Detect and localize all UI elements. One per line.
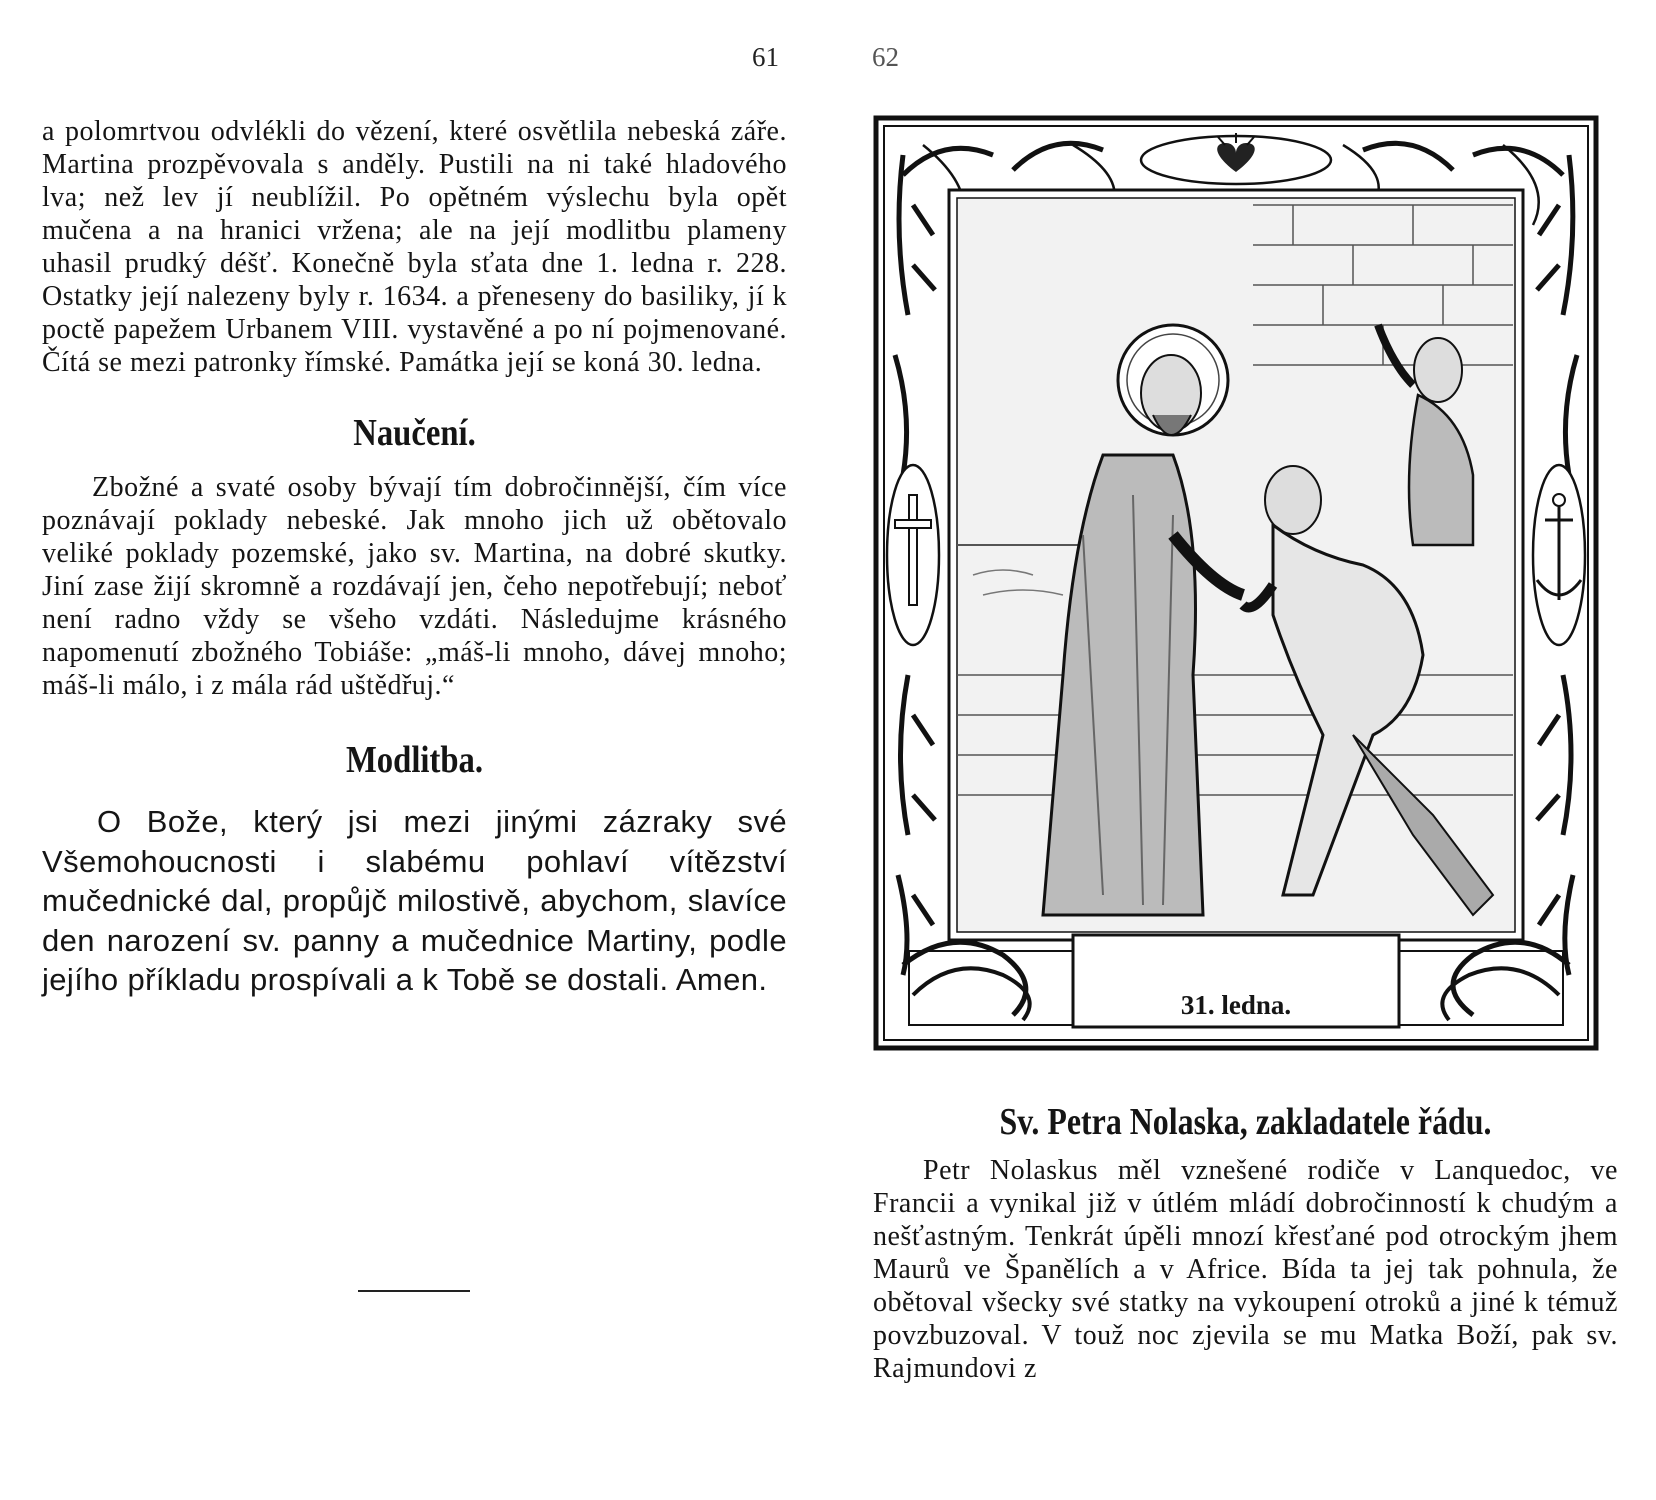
saint-illustration <box>873 115 1599 1052</box>
page-number-left: 61 <box>752 42 779 72</box>
teaching-paragraph: Zbožné a svaté osoby bývají tím dobročinnější, čím více poznávají poklady nebeské. Jak mnoho jich už obětovalo veliké poklady pozemské, jako sv. Martina, na dobré skutky. Jiní zase žijí skromně a rozdávají jen, čeho nepotřebují; neboť není radno vždy se všeho vzdáti. Následujme krásného napomenutí zbožného Tobiáše: „máš-li mnoho, dávej mnoho; máš-li málo, i z mála rád uštědřuj.“ <box>42 472 787 701</box>
left-page <box>42 115 787 1000</box>
prayer-paragraph: O Bože, který jsi mezi jinými zázraky své Všemohoucnosti i slabému pohlaví vítězství mučednické dal, propůjč milostivě, abychom, slavíce den narození sv. panny a mučednice Martiny, podle jejího příkladu prospívali a k Tobě se dostali. Amen. <box>42 804 787 997</box>
illustration-svg <box>873 115 1599 1052</box>
martina-paragraph: a polomrtvou odvlékli do vězení, které osvětlila nebeská záře. Martina prozpěvovala s anděly. Pustili na ni také hladového lva; než lev jí neublížil. Po opětném výslechu byla opět mučena a na hranici vržena; ale na její modlitbu plameny uhasil prudký déšť. Konečně byla sťata dne 1. ledna r. 228. Ostatky její nalezeny byly r. 1634. a přeneseny do basiliky, jí k poctě papežem Urbanem VIII. vystavěné a po ní pojmenované. Čítá se mezi patronky římské. Památka její se koná 30. ledna. <box>42 116 787 378</box>
right-page-text <box>873 1100 1618 1385</box>
saint-paragraph: Petr Nolaskus měl vznešené rodiče v Lanquedoc, ve Francii a vynikal již v útlém mládí dobročinností k chudým a nešťastným. Tenkrát úpěli mnozí křesťané pod otrockým jhem Maurů ve Španělích a v Africe. Bída ta jej tak pohnula, že obětoval všecky své statky na vykoupení otroků a jiné k témuž povzbuzoval. V touž noc zjevila se mu Matka Boží, pak sv. Rajmundovi z <box>873 1155 1618 1384</box>
cross-icon <box>887 465 939 645</box>
anchor-icon <box>1533 465 1585 645</box>
illustration-caption: 31. ledna. <box>1180 990 1292 1020</box>
heading-teaching: Naučení. <box>353 412 476 454</box>
page-number-right: 62 <box>872 42 899 72</box>
heading-prayer: Modlitba. <box>345 739 484 781</box>
end-rule <box>358 1290 470 1292</box>
heading-saint: Sv. Petra Nolaska, zakladatele řádu. <box>999 1101 1492 1143</box>
